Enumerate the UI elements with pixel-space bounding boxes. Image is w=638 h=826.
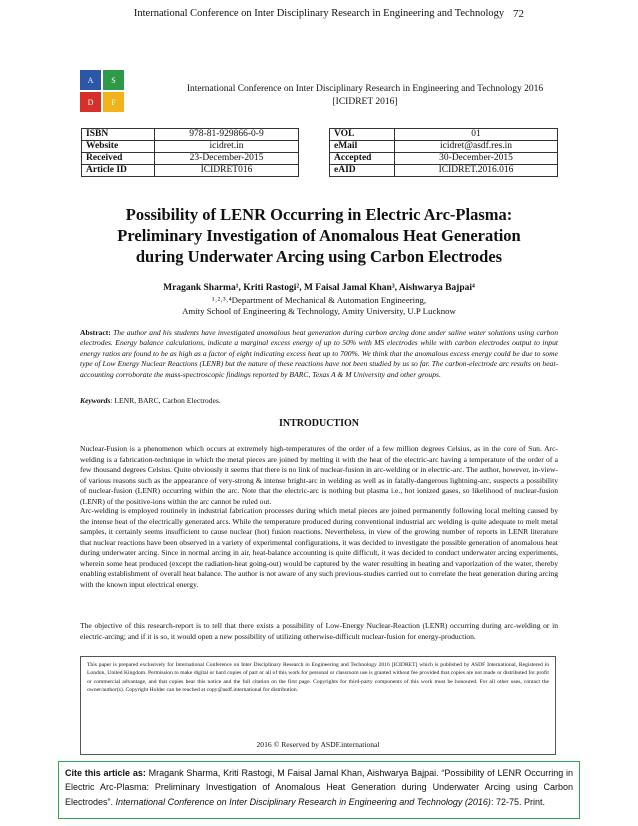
- table-row: [82, 129, 299, 141]
- table-row: [330, 141, 558, 153]
- citation-pages: : 72-75. Print.: [490, 796, 545, 807]
- title-line: during Underwater Arcing using Carbon Electrodes: [135, 247, 503, 266]
- body-paragraph: The objective of this research-report is to tell that there exists a possibility of Low-Energy Nuclear-Reaction (LENR) occurring during arc-welding or in electric-arcing; and if it is so, it would open a new possibility of utilizing otherwise-difficult nuclear-fusion for energy-production.: [80, 621, 558, 641]
- paper-title: [70, 204, 568, 267]
- meta-label: Received: [82, 153, 155, 165]
- conference-title: [145, 83, 585, 109]
- conference-acronym: [ICIDRET 2016]: [332, 97, 398, 107]
- page-number: 72: [513, 8, 524, 20]
- meta-value: 01: [395, 129, 558, 141]
- table-row: [82, 141, 299, 153]
- affiliation-institution: Amity School of Engineering & Technology, Amity University, U.P Lucknow: [182, 306, 456, 316]
- meta-value: 978-81-929866-0-9: [155, 129, 299, 141]
- body-paragraph: Arc-welding is employed routinely in industrial fabrication processes during which metal pieces are joined permanently following local melting caused by the intense heat of the electrically generated arcs. While the temperature produced during conventional industrial arc welding is quite adequate to melt metal samples, it certainly seems insufficient to cause nuclear (hot) fusion reactions. Nevertheless, in view of the growing number of reports in LENR literature that nuclear reactions have been observed in a variety of experimental configurations, it was decided to investigate the possible generation of anomalous heat during underwater arcing. Since in normal arcing in air, heat-balance accounting is quite difficult, it was decided to conduct underwater arcing experiments, wherein some heat produced (except the radiation-heat going-out) would be captured by the water resulting in heating and vaporization of the water, thereby enabling establishment of overall heat balance. The author is not aware of any such previous-studies carried out to correlate the heat generation during arcing with the known input electrical energy.: [80, 506, 558, 589]
- keywords: [80, 396, 558, 405]
- logo-letter-d: D: [80, 92, 101, 112]
- logo-letter-a: A: [80, 70, 101, 90]
- keywords-label: Keywords: [80, 396, 111, 405]
- copyright-footer: 2016 © Reserved by ASDF.international: [256, 740, 380, 749]
- table-row: [82, 165, 299, 177]
- logo-letter-s: S: [103, 70, 124, 90]
- meta-label: Accepted: [330, 153, 395, 165]
- table-row: [82, 153, 299, 165]
- meta-label: ISBN: [82, 129, 155, 141]
- title-line: Possibility of LENR Occurring in Electric Arc-Plasma:: [125, 205, 513, 224]
- section-heading-introduction: INTRODUCTION: [278, 418, 359, 429]
- meta-value: 23-December-2015: [155, 153, 299, 165]
- abstract: [80, 328, 558, 380]
- meta-value: icidret@asdf.res.in: [395, 141, 558, 153]
- meta-label: VOL: [330, 129, 395, 141]
- title-line: Preliminary Investigation of Anomalous Heat Generation: [117, 226, 521, 245]
- abstract-text: The author and his students have investigated anomalous heat generation during carbon arcing done under saline water solutions using carbon electrodes. Energy balance calculations, indicate a marginal excess energy of up to 50% with MS electrodes while with carbon electrodes output to input energy ratios are found to be as high as a factor of eight indicating excess heat up to 700%. We think that the anomalous excess energy could be due to some type of Low Energy Nuclear Reactions (LENR) but the nature of these reactions have not been studied by us so far. The carbon-electrode arc results on heat-accounting corroborate the mass-spectroscopic findings reported by BARC, Texas A & M University and other groups.: [80, 328, 558, 379]
- citation-box: [58, 761, 580, 819]
- running-header: International Conference on Inter Disciplinary Research in Engineering and Technology: [133, 8, 505, 19]
- asdf-logo: [80, 70, 124, 112]
- body-paragraph: Nuclear-Fusion is a phenomenon which occurs at extremely high-temperatures of the order of a few million degrees Celsius, as in the core of Sun. Arc-welding is a fabrication-technique in which the metal pieces are joined by melting it with the heat of the electric-arc having a temperature of the order of a few thousand degrees Celsius. Quite obviously it seems that there is no link of nuclear-fusion in arc-welding or in electric-arc. The author, however, in-view-of various reasons such as the appearance of very-strong & intense bright-arc in welding as well as in fatally-dangerous lightning-arc, suspects a possibility of nuclear-fusion (LENR) occurring within the arc. Note that the electric-arc is nothing but plasma i.e., hot ionized gases, so likelihood of nuclear-fusion (LENR) of the positive-ions within the arc cannot be ruled out.: [80, 444, 558, 506]
- table-row: [330, 165, 558, 177]
- table-row: [330, 129, 558, 141]
- affiliation: [60, 295, 578, 317]
- meta-value: icidret.in: [155, 141, 299, 153]
- meta-label: Website: [82, 141, 155, 153]
- copyright-text: This paper is prepared exclusively for International Conference on Inter Disciplinary Research in Engineering and Technology 2016 [ICIDRET] which is published by ASDF International, Registered in London, United Kingdom. Permission to make digital or hard copies of part or all of this work for personal or classroom use is granted without fee provided that copies are not made or distributed for profit or commercial advantage, and that copies bear this notice and the full citation on the first page. Copyrights for third-party components of this work must be honoured. For all other uses, contact the owner/author(s). Copyright Holder can be reached at copy@asdf.international for distribution.: [87, 662, 549, 693]
- affiliation-department: ¹˒²˒³˒⁴Department of Mechanical & Automation Engineering,: [211, 295, 427, 305]
- meta-value: ICIDRET.2016.016: [395, 165, 558, 177]
- conference-name: International Conference on Inter Disciplinary Research in Engineering and Technology 2016: [186, 84, 544, 94]
- meta-label: eMail: [330, 141, 395, 153]
- citation-text: Mragank Sharma, Kriti Rastogi, M Faisal Jamal Khan, Aishwarya Bajpai. “Possibility of LENR Occurring in Electric Arc-Plasma: Preliminary Investigation of Anomalous Heat Generation during Underwater Arcing using Carbon Electrodes”.: [65, 768, 573, 807]
- meta-label: eAID: [330, 165, 395, 177]
- meta-label: Article ID: [82, 165, 155, 177]
- metadata-table-left: [81, 128, 299, 177]
- citation-venue: International Conference on Inter Disciplinary Research in Engineering and Technology (2016): [115, 796, 491, 807]
- metadata-table-right: [329, 128, 558, 177]
- table-row: [330, 153, 558, 165]
- abstract-label: Abstract:: [80, 328, 111, 337]
- meta-value: ICIDRET016: [155, 165, 299, 177]
- meta-value: 30-December-2015: [395, 153, 558, 165]
- author-list: Mragank Sharma¹, Kriti Rastogi², M Faisal Jamal Khan³, Aishwarya Bajpai⁴: [163, 283, 475, 293]
- keywords-text: : LENR, BARC, Carbon Electrodes.: [110, 396, 221, 405]
- citation-label: Cite this article as:: [65, 768, 146, 778]
- logo-letter-f: F: [103, 92, 124, 112]
